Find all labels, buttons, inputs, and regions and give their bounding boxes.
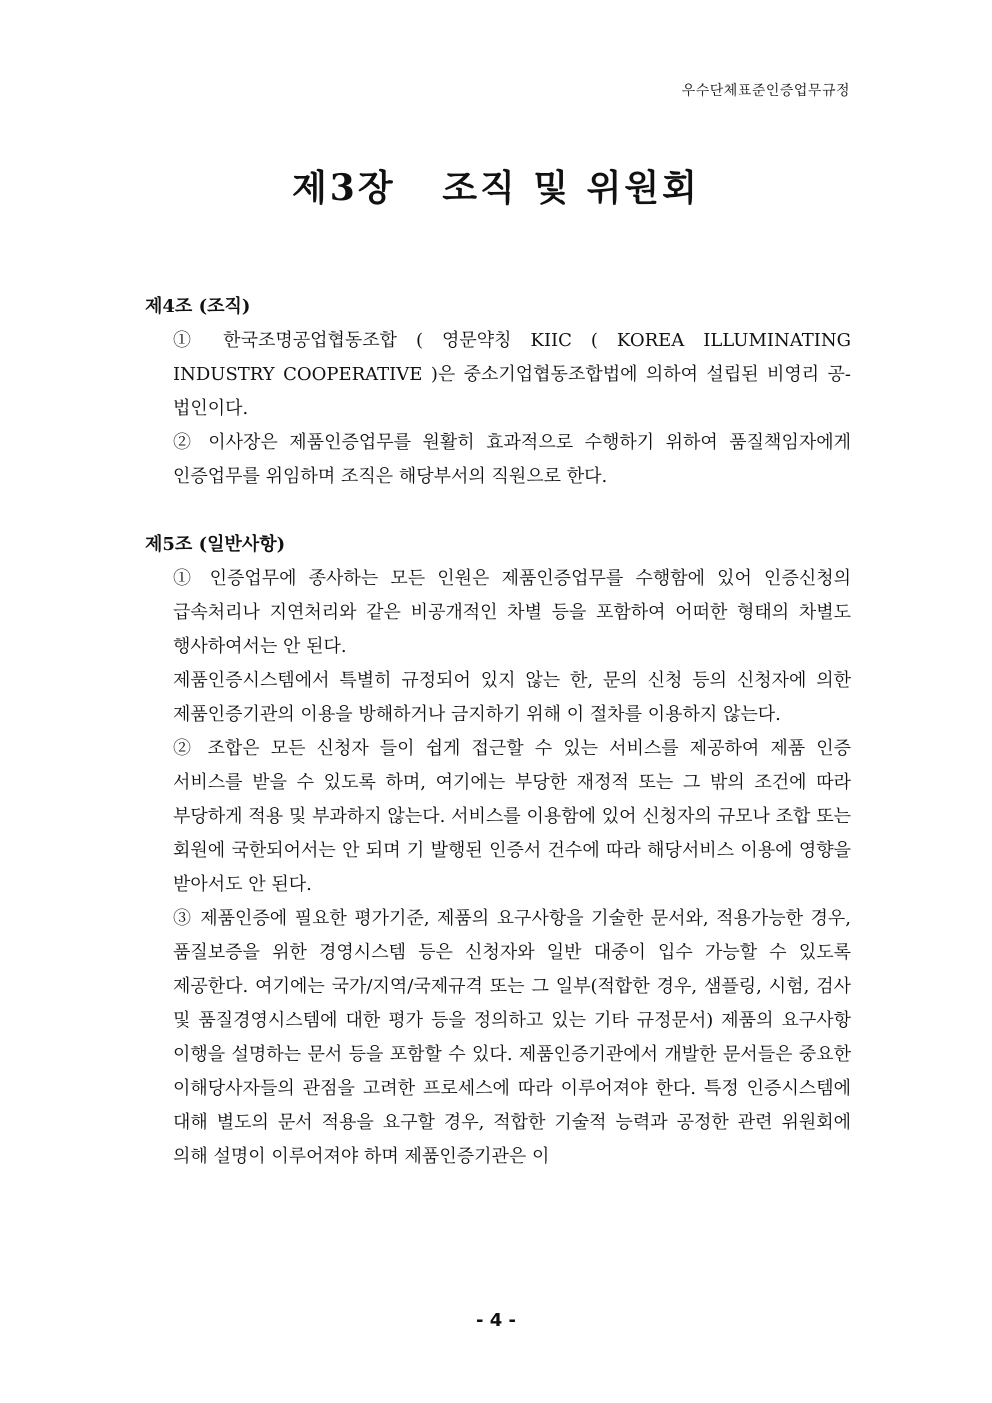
article-paragraph: ① 인증업무에 종사하는 모든 인원은 제품인증업무를 수행함에 있어 인증신청의 급속처리나 지연처리와 같은 비공개적인 차별 등을 포함하여 어떠한 형태의 차별도 행사하여서는 안 된다. xyxy=(173,568,851,657)
article-heading: 제5조 (일반사항) xyxy=(145,534,286,555)
article-paragraph: ② 이사장은 제품인증업무를 원활히 효과적으로 수행하기 위하여 품질책임자에게 인증업무를 위임하며 조직은 해당부서의 직원으로 한다. xyxy=(173,432,851,487)
article-paragraph: ③ 제품인증에 필요한 평가기준, 제품의 요구사항을 기술한 문서와, 적용가능한 경우, 품질보증을 위한 경영시스템 등은 신청자와 일반 대중이 입수 가능할 수 있도록 제공한다. 여기에는 국가/지역/국제규격 또는 그 일부(적합한 경우, 샘플링, 시험, 검사 및 품질경영시스템에 대한 평가 등을 정의하고 있는 기타 규정문서) 제품의 요구사항 이행을 설명하는 문서 등을 포함할 수 있다. 제품인증기관에서 개발한 문서들은 중요한 이해당사자들의 관점을 고려한 프로세스에 따라 이루어져야 한다. 특정 인증시스템에 대해 별도의 문서 적용을 요구할 경우, 적합한 기술적 능력과 공정한 관련 위원회에 의해 설명이 이루어져야 하며 제품인증기관은 이 xyxy=(173,908,851,1167)
page-number: - 4 - xyxy=(476,1310,516,1331)
article-4 xyxy=(145,292,851,494)
article-paragraph: ② 조합은 모든 신청자 들이 쉽게 접근할 수 있는 서비스를 제공하여 제품 인증 서비스를 받을 수 있도록 하며, 여기에는 부당한 재정적 또는 그 밖의 조건에 따라 부당하게 적용 및 부과하지 않는다. 서비스를 이용함에 있어 신청자의 규모나 조합 또는 회원에 국한되어서는 안 되며 기 발행된 인증서 건수에 따라 해당서비스 이용에 영향을 받아서도 안 된다. xyxy=(173,738,851,895)
article-paragraph: ① 한국조명공업협동조합 ( 영문약칭 KIIC ( KOREA ILLUMINATING INDUSTRY COOPERATIVE )은 중소기업협동조합법에 의하여 설립된 비영리 공-법인이다. xyxy=(173,330,851,419)
article-5 xyxy=(145,530,851,1174)
article-heading: 제4조 (조직) xyxy=(145,296,251,317)
article-paragraph: 제품인증시스템에서 특별히 규정되어 있지 않는 한, 문의 신청 등의 신청자에 의한 제품인증기관의 이용을 방해하거나 금지하기 위해 이 절차를 이용하지 않는다. xyxy=(173,670,851,725)
chapter-title: 제3장 조직 및 위원회 xyxy=(292,167,700,209)
running-header: 우수단체표준인증업무규정 xyxy=(681,83,850,99)
